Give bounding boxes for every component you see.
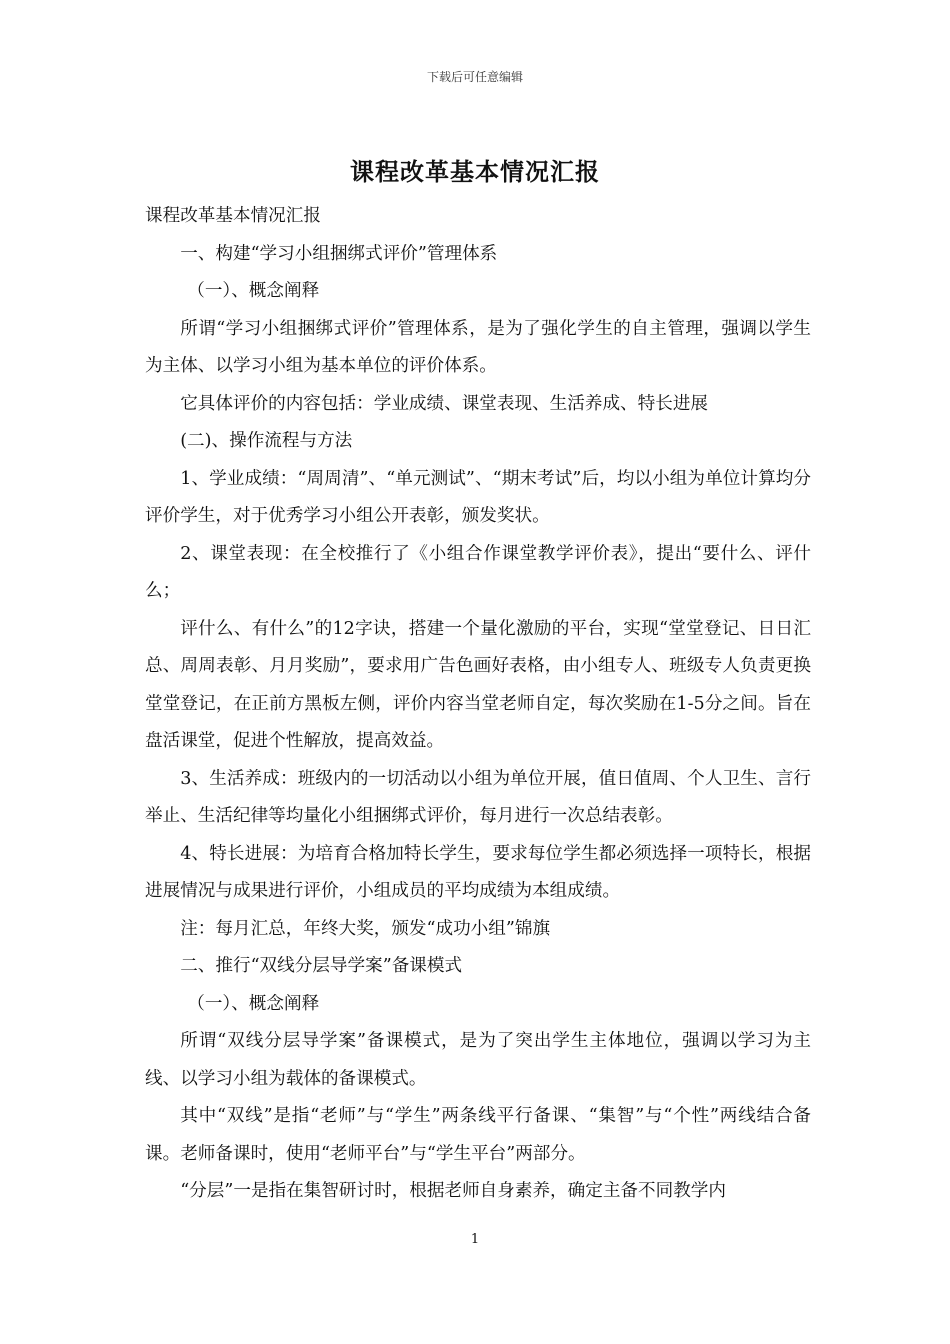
page-number: 1: [470, 1232, 480, 1247]
note-paragraph: 注：每月汇总，年终大奖，颁发“成功小组”锦旗: [180, 918, 551, 939]
paragraph: 所谓“学习小组捆绑式评价”管理体系，是为了强化学生的自主管理，强调以学生为主体、以学习小组为基本单位的评价体系。: [145, 318, 811, 376]
paragraph-subtitle: 课程改革基本情况汇报: [145, 206, 321, 226]
document-body: [145, 198, 811, 1211]
paragraph: 其中“双线”是指“老师”与“学生”两条线平行备课、“集智”与“个性”两线结合备课。老师备课时，使用“老师平台”与“学生平台”两部分。: [145, 1106, 811, 1164]
paragraph: 所谓“双线分层导学案”备课模式，是为了突出学生主体地位，强调以学习为主线、以学习小组为载体的备课模式。: [145, 1031, 811, 1089]
subsection-heading: （一）、概念阐释: [187, 281, 320, 301]
paragraph: 2、课堂表现：在全校推行了《小组合作课堂教学评价表》，提出“要什么、评什么；: [145, 543, 811, 601]
paragraph: 1、学业成绩：“周周清”、“单元测试”、“期末考试”后，均以小组为单位计算均分评价学生，对于优秀学习小组公开表彰，颁发奖状。: [145, 468, 811, 526]
paragraph: 3、生活养成：班级内的一切活动以小组为单位开展，值日值周、个人卫生、言行举止、生活纪律等均量化小组捆绑式评价，每月进行一次总结表彰。: [145, 768, 811, 826]
subsection-heading: (二)、操作流程与方法: [180, 431, 353, 451]
subsection-heading: （一）、概念阐释: [187, 993, 320, 1014]
paragraph: “分层”一是指在集智研讨时，根据老师自身素养，确定主备不同教学内: [180, 1181, 726, 1201]
paragraph: 它具体评价的内容包括：学业成绩、课堂表现、生活养成、特长进展: [180, 393, 709, 414]
header-note: 下载后可任意编辑: [426, 70, 523, 84]
paragraph: 4、特长进展：为培育合格加特长学生，要求每位学生都必须选择一项特长，根据进展情况与成果进行评价，小组成员的平均成绩为本组成绩。: [145, 843, 811, 901]
paragraph: 评什么、有什么”的12字诀，搭建一个量化激励的平台，实现“堂堂登记、日日汇总、周周表彰、月月奖励”，要求用广告色画好表格，由小组专人、班级专人负责更换堂堂登记，在正前方黑板左侧，评价内容当堂老师自定，每次奖励在1-5分之间。旨在盘活课堂，促进个性解放，提高效益。: [145, 618, 811, 751]
section-heading-1: 一、构建“学习小组捆绑式评价”管理体系: [180, 243, 498, 264]
section-heading-2: 二、推行“双线分层导学案”备课模式: [180, 956, 463, 976]
document-title: 课程改革基本情况汇报: [350, 157, 600, 186]
